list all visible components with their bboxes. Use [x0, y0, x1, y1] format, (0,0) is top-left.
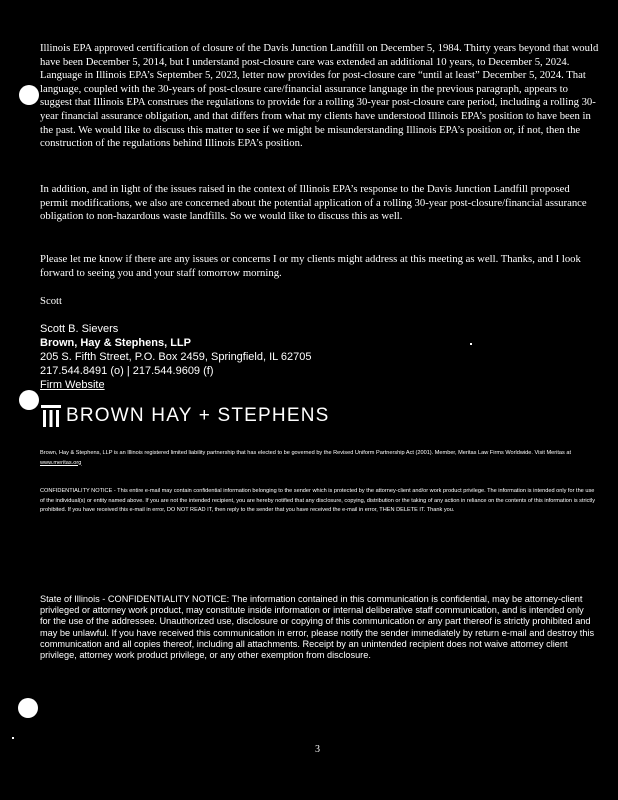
firm-logo — [40, 404, 330, 428]
letter-closing: Scott — [40, 295, 62, 307]
scan-speck — [12, 737, 14, 739]
signer-name: Scott B. Sievers — [40, 323, 119, 335]
confidentiality-notice: CONFIDENTIALITY NOTICE - This entire e-mail may contain confidential information belonging to the sender which is protected by the attorney-client and/or work product privilege. The information is intended only for the use of the individual(s) or entity named above. If you are not the intended recipient, you are hereby notified that any disclosure, copying, distribution or the taking of any action in reliance on the contents of this information is strictly prohibited. If you have received this e-mail in error, DO NOT READ IT, then reply to the sender that you have received the e-mail in error, THEN DELETE IT. Thank you. — [40, 488, 596, 514]
column-logo-icon — [40, 404, 62, 428]
punch-hole-bottom — [18, 698, 38, 718]
punch-hole-middle — [19, 390, 39, 410]
letter-paragraph-1: Illinois EPA approved certification of closure of the Davis Junction Landfill on December 5, 1984. Thirty years beyond that would have been December 5, 2014, but I understand post-closure care was extended an additional 10 years, to December 5, 2024. Language in Illinois EPA’s September 5, 2023, letter now provides for post-closure care “until at least” December 5, 2024. That language, coupled with the 30-years of post-closure care/financial assurance language in the previous paragraph, appears to suggest that Illinois EPA construes the regulations to provide for a rolling 30-year post-closure care period, including a rolling 30-year financial assurance obligation, and that differs from what my clients have understood Illinois EPA’s position to have been in the past. We would like to discuss this matter to see if we might be misunderstanding Illinois EPA’s position or, if not, then the construction of the regulations behind Illinois EPA’s position. — [40, 42, 599, 150]
firm-phones: 217.544.8491 (o) | 217.544.9609 (f) — [40, 365, 214, 377]
firm-website-link[interactable]: Firm Website — [40, 379, 105, 391]
firm-name: Brown, Hay & Stephens, LLP — [40, 337, 191, 349]
punch-hole-top — [19, 85, 39, 105]
page-number: 3 — [315, 744, 320, 755]
registration-text: Brown, Hay & Stephens, LLP is an Illinois registered limited liability partnership that has elected to be governed by the Revised Uniform Partnership Act (2001). Member, Meritas Law Firms Worldwide. Visit Meritas at — [40, 450, 572, 456]
state-confidentiality-notice: State of Illinois - CONFIDENTIALITY NOTICE: The information contained in this communication is confidential, may be attorney-client privileged or attorney work product, may constitute inside information or internal deliberative staff communication, and is intended only for the use of the addressee. Unauthorized use, disclosure or copying of this communication or any part thereof is strictly prohibited and may be unlawful. If you have received this communication in error, please notify the sender immediately by return e-mail and destroy this communication and all copies thereof, including all attachments. Receipt by an unintended recipient does not waive attorney client privilege, attorney work product privilege, or any other exemption from disclosure. — [40, 594, 595, 661]
firm-registration-notice — [40, 449, 600, 468]
scan-speck — [470, 343, 472, 345]
firm-address: 205 S. Fifth Street, P.O. Box 2459, Springfield, IL 62705 — [40, 351, 312, 363]
letter-paragraph-2: In addition, and in light of the issues raised in the context of Illinois EPA’s response to the Davis Junction Landfill proposed permit modifications, we also are concerned about the potential application of a rolling 30-year post-closure/financial assurance obligation to non-hazardous waste landfills. So we would like to discuss this as well. — [40, 183, 587, 223]
logo-wordmark: BROWN HAY + STEPHENS — [66, 405, 330, 426]
letter-paragraph-3: Please let me know if there are any issues or concerns I or my clients might address at this meeting as well. Thanks, and I look forward to seeing you and your staff tomorrow morning. — [40, 253, 581, 279]
meritas-link[interactable]: www.meritas.org — [40, 459, 82, 466]
email-signature — [40, 322, 312, 392]
